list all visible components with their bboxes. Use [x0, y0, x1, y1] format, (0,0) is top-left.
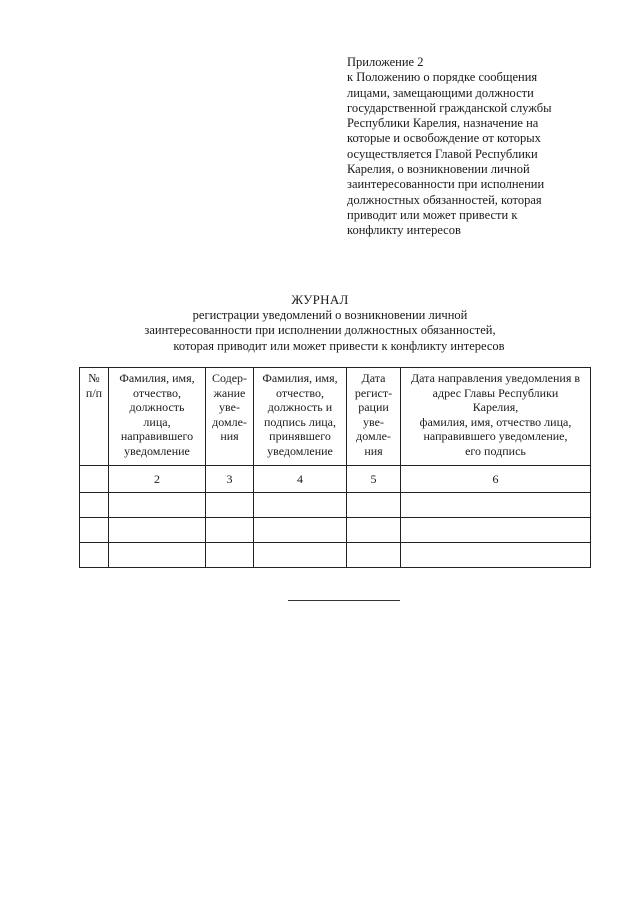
column-number-cell: 2: [109, 466, 206, 493]
journal-title-block: [0, 292, 640, 354]
header-text: адрес Главы Республики: [432, 385, 559, 400]
table-cell: [109, 493, 206, 518]
table-cell: [109, 518, 206, 543]
table-cell: [206, 493, 254, 518]
journal-heading: ЖУРНАЛ: [291, 292, 349, 307]
table-cell: [347, 543, 401, 568]
table-cell: [254, 493, 347, 518]
table-cell: [347, 493, 401, 518]
table-cell: [206, 543, 254, 568]
appendix-line: Карелия, о возникновении личной: [347, 162, 530, 177]
column-number-cell: 5: [347, 466, 401, 493]
header-text: принявшего: [269, 429, 331, 444]
journal-subtitle-line: которая приводит или может привести к конфликту интересов: [173, 338, 505, 353]
header-text: уве-: [219, 400, 240, 415]
journal-subtitle-line: регистрации уведомлений о возникновении личной: [192, 307, 468, 322]
column-number-cell: 4: [254, 466, 347, 493]
header-text: регист-: [354, 385, 393, 400]
header-text: уведомление: [267, 443, 333, 458]
header-text: фамилия, имя, отчество лица,: [419, 414, 572, 429]
header-text: лица,: [143, 414, 171, 429]
appendix-line: должностных обязанностей, которая: [347, 192, 542, 207]
column-number-cell: [80, 466, 109, 493]
header-text: Фамилия, имя,: [119, 371, 195, 385]
header-cell-registration-date: [347, 368, 401, 466]
header-text: ния: [364, 443, 383, 458]
appendix-line: конфликту интересов: [347, 223, 461, 238]
table-cell: [80, 543, 109, 568]
header-text: домле-: [212, 414, 247, 429]
table-cell: [80, 493, 109, 518]
header-text: п/п: [85, 385, 103, 400]
journal-table: [79, 367, 591, 568]
appendix-line: заинтересованности при исполнении: [347, 177, 545, 192]
header-text: уведомление: [124, 443, 190, 458]
table-cell: [401, 493, 591, 518]
appendix-line: лицами, замещающими должности: [347, 85, 534, 100]
table-row: [80, 518, 591, 543]
header-text: должность: [129, 400, 185, 415]
appendix-block: [347, 55, 577, 239]
header-text: Фамилия, имя,: [262, 371, 338, 385]
appendix-line: которые и освобождение от которых: [347, 131, 541, 146]
table-cell: [401, 518, 591, 543]
header-text: домле-: [356, 429, 391, 444]
table-cell: [254, 518, 347, 543]
appendix-line: осуществляется Главой Республики: [347, 146, 538, 161]
header-text: Содер-: [211, 371, 248, 385]
header-cell-sender: [109, 368, 206, 466]
header-text: его подпись: [465, 443, 526, 458]
appendix-line: государственной гражданской службы: [347, 100, 552, 115]
table-cell: [109, 543, 206, 568]
header-cell-content: [206, 368, 254, 466]
header-text: направившего: [120, 429, 194, 444]
table-cell: [401, 543, 591, 568]
header-text: уве-: [363, 414, 384, 429]
header-text: жание: [213, 385, 246, 400]
table-cell: [254, 543, 347, 568]
appendix-line: к Положению о порядке сообщения: [347, 70, 538, 85]
header-text: Дата направления уведомления в: [410, 371, 581, 385]
table-row: [80, 493, 591, 518]
header-cell-receiver: [254, 368, 347, 466]
header-text: ния: [220, 429, 239, 444]
appendix-line: Приложение 2: [347, 55, 424, 69]
header-text: Дата: [361, 371, 386, 385]
table-cell: [80, 518, 109, 543]
header-text: рации: [358, 400, 389, 415]
journal-subtitle-line: заинтересованности при исполнении должностных обязанностей,: [144, 323, 496, 337]
table-header-row: [80, 368, 591, 466]
table-cell: [206, 518, 254, 543]
end-divider: [288, 600, 400, 601]
header-cell-sent-to-head: [401, 368, 591, 466]
header-text: отчество,: [276, 385, 324, 400]
header-text: отчество,: [133, 385, 181, 400]
header-text: №: [88, 371, 100, 385]
table-cell: [347, 518, 401, 543]
column-number-cell: 6: [401, 466, 591, 493]
appendix-line: Республики Карелия, назначение на: [347, 116, 539, 131]
table-row: [80, 543, 591, 568]
appendix-line: приводит или может привести к: [347, 207, 518, 222]
column-number-cell: 3: [206, 466, 254, 493]
header-text: подпись лица,: [264, 414, 336, 429]
header-text: должность и: [267, 400, 333, 415]
header-text: направившего уведомление,: [423, 429, 568, 444]
header-text: Карелия,: [472, 400, 519, 415]
column-number-row: [80, 466, 591, 493]
header-cell-number: [80, 368, 109, 466]
